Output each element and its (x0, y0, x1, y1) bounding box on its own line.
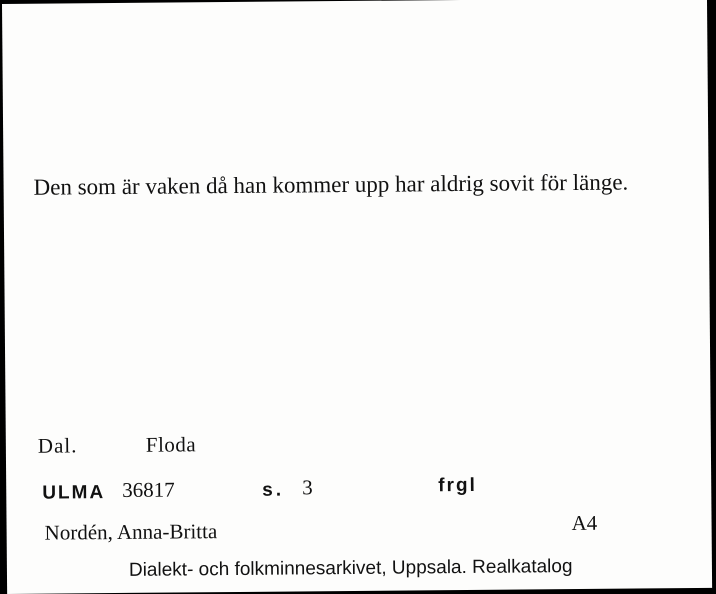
collector-name: Nordén, Anna-Britta (44, 519, 218, 545)
archive-footer: Dialekt- och folkminnesarkivet, Uppsala. Realkatalog (128, 556, 573, 581)
category-code: frgl (438, 474, 477, 497)
page-number: 3 (302, 475, 313, 500)
proverb-text: Den som är vaken då han kommer upp har aldrig sovit för länge. (33, 169, 629, 200)
ulma-label: ULMA (42, 482, 106, 504)
ulma-number: 36817 (122, 477, 175, 502)
page-label: s. (262, 479, 285, 501)
place-label: Floda (145, 432, 197, 457)
archive-card (2, 0, 712, 594)
region-label: Dal. (37, 433, 78, 458)
grade-code: A4 (571, 510, 598, 536)
